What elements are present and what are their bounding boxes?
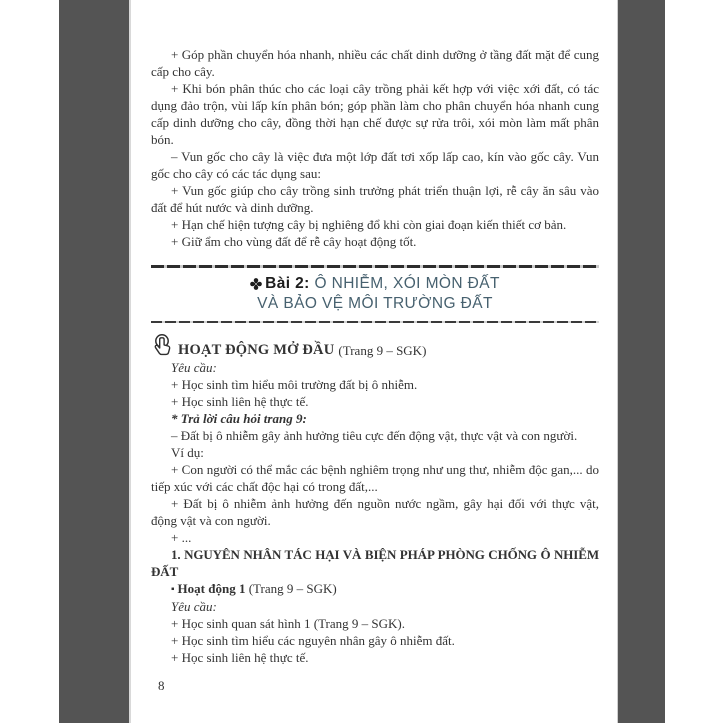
intro-paragraph: + Giữ ẩm cho vùng đất để rễ cây hoạt động tốt. <box>171 234 417 249</box>
activity1-title: Hoạt động 1 <box>177 581 246 596</box>
lesson-title-line2: VÀ BẢO VỆ MÔI TRƯỜNG ĐẤT <box>257 295 493 312</box>
activity1-heading <box>151 580 599 598</box>
page-number: 8 <box>158 678 165 693</box>
requirement-item: + Học sinh tìm hiểu các nguyên nhân gây ô nhiễm đất. <box>171 633 455 648</box>
answer-heading: * Trả lời câu hỏi trang 9: <box>171 411 307 426</box>
opening-activity-ref: (Trang 9 – SGK) <box>338 343 427 358</box>
requirement-item: + Học sinh tìm hiểu môi trường đất bị ô nhiễm. <box>171 377 418 392</box>
intro-paragraph: + Hạn chế hiện tượng cây bị nghiêng đổ khi còn giai đoạn kiến thiết cơ bản. <box>171 217 567 232</box>
example-label: Ví dụ: <box>171 445 204 460</box>
intro-paragraph: + Góp phần chuyển hóa nhanh, nhiều các chất dinh dưỡng ở tầng đất mặt để cung cấp cho cây. <box>151 47 599 79</box>
scan-border-left <box>59 0 131 723</box>
header-rule-bottom <box>151 321 599 323</box>
answer-line: – Đất bị ô nhiễm gây ảnh hưởng tiêu cực đến động vật, thực vật và con người. <box>171 428 578 443</box>
requirement-item: + Học sinh liên hệ thực tế. <box>171 650 309 665</box>
example-item: + Đất bị ô nhiễm ảnh hưởng đến nguồn nước ngầm, gây hại đối với thực vật, động vật và con người. <box>151 496 599 528</box>
requirement-label: Yêu cầu: <box>171 599 217 614</box>
opening-activity-title: HOẠT ĐỘNG MỞ ĐẦU <box>178 342 335 358</box>
section1-heading: 1. NGUYÊN NHÂN TÁC HẠI VÀ BIỆN PHÁP PHÒNG CHỐNG Ô NHIỄM ĐẤT <box>151 547 599 579</box>
lesson-title-line1: Ô NHIỄM, XÓI MÒN ĐẤT <box>314 275 500 292</box>
lesson-title <box>151 268 599 321</box>
intro-paragraph: + Vun gốc giúp cho cây trồng sinh trưởng phát triển thuận lợi, rễ cây ăn sâu vào đất để hút nước và dinh dưỡng. <box>151 183 599 215</box>
book-page <box>131 0 617 723</box>
intro-paragraph: – Vun gốc cho cây là việc đưa một lớp đất tơi xốp lấp cao, kín vào gốc cây. Vun gốc cho cây có các tác dụng sau: <box>151 149 599 181</box>
lesson-header <box>151 265 599 323</box>
lesson-number: Bài 2: <box>265 275 310 292</box>
requirement-item: + Học sinh quan sát hình 1 (Trang 9 – SGK). <box>171 616 405 631</box>
scan-border-right <box>617 0 665 723</box>
requirement-item: + Học sinh liên hệ thực tế. <box>171 394 309 409</box>
opening-activity-heading <box>151 331 599 359</box>
lesson-label <box>250 275 310 292</box>
tap-icon <box>151 333 175 361</box>
example-item: + Con người có thể mắc các bệnh nghiêm trọng như ung thư, nhiễm độc gan,... do tiếp xúc với các chất độc hại có trong đất,... <box>151 462 599 494</box>
example-item: + ... <box>171 530 192 545</box>
square-bullet-icon: ▪ <box>171 584 175 595</box>
intro-paragraph: + Khi bón phân thúc cho các loại cây trồng phải kết hợp với việc xới đất, có tác dụng đảo trộn, vùi lấp kín phân bón; góp phần làm cho phân chuyển hóa nhanh cung cấp dinh dưỡng cho cây, đồng thời hạn chế được sự rửa trôi, xói mòn làm mất phân bón. <box>151 81 599 147</box>
requirement-label: Yêu cầu: <box>171 360 217 375</box>
florette-icon <box>250 278 262 290</box>
activity1-ref: (Trang 9 – SGK) <box>248 581 337 596</box>
